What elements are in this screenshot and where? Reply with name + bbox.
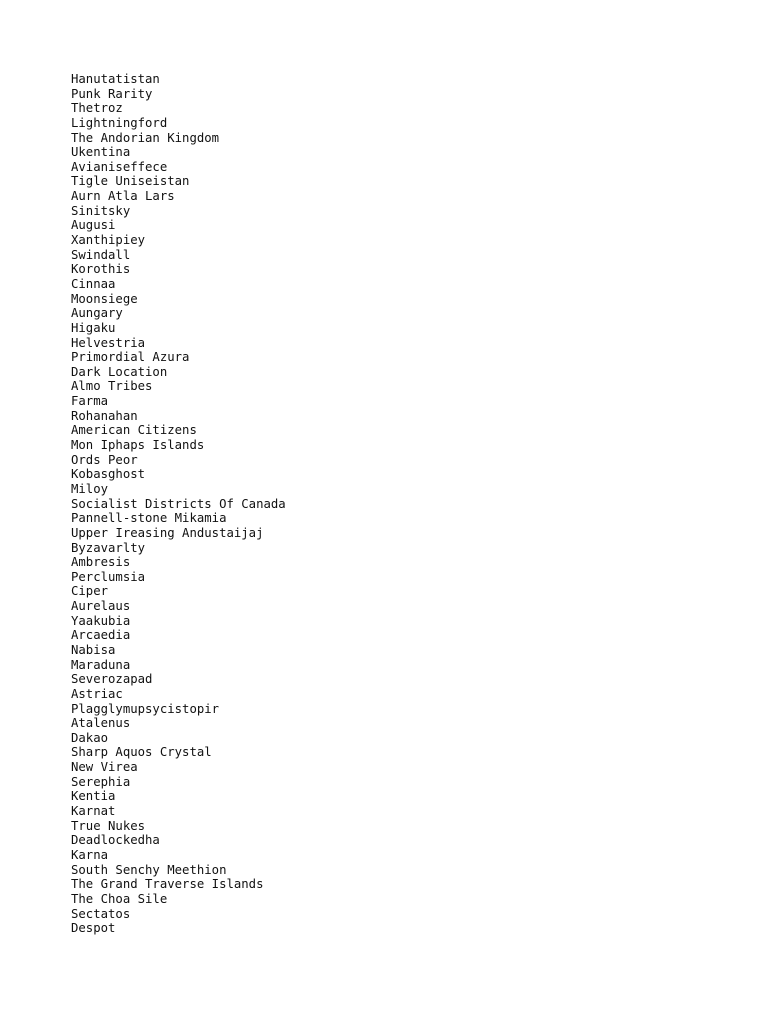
list-item: Lightningford: [71, 115, 168, 130]
list-item: True Nukes: [71, 818, 146, 833]
list-item: Primordial Azura: [71, 350, 190, 365]
list-item: Astriac: [71, 686, 123, 701]
list-item: Socialist Districts Of Canada: [71, 496, 286, 511]
list-item: Upper Ireasing Andustaijaj: [71, 525, 264, 540]
list-item: Almo Tribes: [71, 379, 153, 394]
list-item: Ukentina: [71, 145, 131, 160]
list-item: Maraduna: [71, 657, 131, 672]
list-item: Serephia: [71, 774, 131, 789]
list-item: Higaku: [71, 320, 116, 335]
list-item: Kobasghost: [71, 467, 146, 482]
list-item: Tigle Uniseistan: [71, 174, 190, 189]
list-item: Punk Rarity: [71, 86, 153, 101]
list-item: Sharp Aquos Crystal: [71, 745, 212, 760]
list-item: Atalenus: [71, 716, 131, 731]
list-item: Sectatos: [71, 906, 131, 921]
list-item: Korothis: [71, 262, 131, 277]
list-item: New Virea: [71, 760, 138, 775]
list-item: Despot: [71, 921, 116, 936]
list-item: Ords Peor: [71, 452, 138, 467]
list-item: Avianiseffece: [71, 159, 168, 174]
list-item: Aurn Atla Lars: [71, 189, 175, 204]
list-item: Moonsiege: [71, 291, 138, 306]
list-item: Severozapad: [71, 672, 153, 687]
list-item: Cinnaa: [71, 276, 116, 291]
name-list: [71, 72, 286, 936]
list-item: Deadlockedha: [71, 833, 160, 848]
list-item: Ciper: [71, 584, 109, 599]
list-item: Rohanahan: [71, 408, 138, 423]
list-item: Helvestria: [71, 335, 146, 350]
list-item: Plagglymupsycistopir: [71, 701, 220, 716]
list-item: Augusi: [71, 218, 116, 233]
list-item: Nabisa: [71, 642, 116, 657]
list-item: Aungary: [71, 306, 123, 321]
list-item: Sinitsky: [71, 203, 131, 218]
list-item: Farma: [71, 394, 109, 409]
list-item: South Senchy Meethion: [71, 862, 227, 877]
list-item: Yaakubia: [71, 613, 131, 628]
list-item: Kentia: [71, 789, 116, 804]
list-item: Hanutatistan: [71, 72, 160, 86]
list-item: Swindall: [71, 247, 131, 262]
list-item: The Andorian Kingdom: [71, 130, 220, 145]
list-item: Byzavarlty: [71, 540, 146, 555]
list-item: Xanthipiey: [71, 233, 146, 248]
list-item: Pannell-stone Mikamia: [71, 511, 227, 526]
list-item: Perclumsia: [71, 569, 146, 584]
list-item: Mon Iphaps Islands: [71, 438, 205, 453]
list-item: Karnat: [71, 804, 116, 819]
list-item: Arcaedia: [71, 628, 131, 643]
list-item: Dark Location: [71, 364, 168, 379]
list-item: Karna: [71, 847, 109, 862]
list-item: Thetroz: [71, 101, 123, 116]
list-item: The Choa Sile: [71, 891, 168, 906]
list-item: The Grand Traverse Islands: [71, 877, 264, 892]
list-item: Ambresis: [71, 555, 131, 570]
list-item: American Citizens: [71, 423, 197, 438]
list-item: Aurelaus: [71, 599, 131, 614]
list-item: Miloy: [71, 481, 109, 496]
list-item: Dakao: [71, 730, 109, 745]
